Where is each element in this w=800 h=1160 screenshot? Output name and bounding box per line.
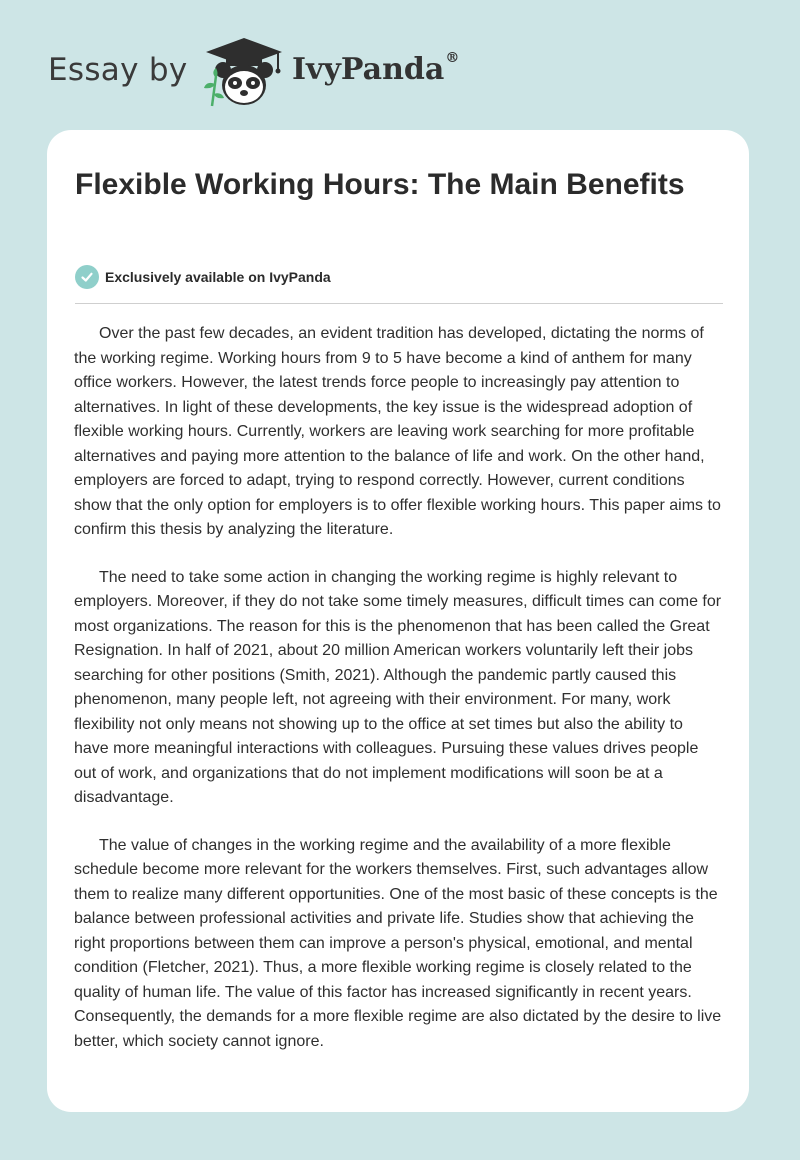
brand-logo-text[interactable] [292, 52, 459, 87]
essay-title: Flexible Working Hours: The Main Benefits [75, 168, 685, 201]
panda-graduate-icon[interactable] [202, 36, 286, 110]
check-circle-icon [75, 265, 99, 289]
exclusive-label: Exclusively available on IvyPanda [105, 269, 331, 285]
essay-paragraph: The value of changes in the working regime and the availability of a more flexible schedule become more relevant for the workers themselves. First, such advantages allow them to realize many different opportunities. One of the most basic of these concepts is the balance between professional activities and private life. Studies show that achieving the right proportions between them can improve a person's physical, emotional, and mental condition (Fletcher, 2021). Thus, a more flexible working regime is closely related to the quality of human life. The value of this factor has increased significantly in recent years. Consequently, the demands for a more flexible regime are also dictated by the desire to live better, which society cannot ignore. [74, 836, 722, 1050]
essay-paragraph: The need to take some action in changing the working regime is highly relevant to employers. Moreover, if they do not take some timely measures, difficult times can come for most organizations. The reason for this is the phenomenon that has been called the Great Resignation. In half of 2021, about 20 million American workers voluntarily left their jobs searching for other positions (Smith, 2021). Although the pandemic partly caused this phenomenon, many people left, not agreeing with their environment. For many, work flexibility not only means not showing up to the office at set times but also the ability to have more meaningful interactions with colleagues. Pursuing these values drives people out of work, and organizations that do not implement modifications will soon be at a disadvantage. [74, 568, 722, 806]
registered-mark: ® [445, 50, 460, 66]
title-divider [75, 303, 723, 304]
essay-card [47, 130, 749, 1112]
brand-name: IvyPanda [292, 52, 445, 87]
essay-body [74, 322, 722, 1077]
site-header [0, 0, 800, 128]
essay-paragraph: Over the past few decades, an evident tradition has developed, dictating the norms of the working regime. Working hours from 9 to 5 have become a kind of anthem for many office workers. However, the latest trends force people to increasingly pay attention to alternatives. In light of these developments, the key issue is the widespread adoption of flexible working hours. Currently, workers are leaving work searching for more profitable alternatives and paying more attention to the balance of life and work. On the other hand, employers are forced to adapt, trying to respond correctly. However, current conditions show that the only option for employers is to offer flexible working hours. This paper aims to confirm this thesis by analyzing the literature. [74, 325, 721, 538]
brand-prefix: Essay by [48, 52, 188, 88]
exclusive-badge [75, 264, 331, 290]
